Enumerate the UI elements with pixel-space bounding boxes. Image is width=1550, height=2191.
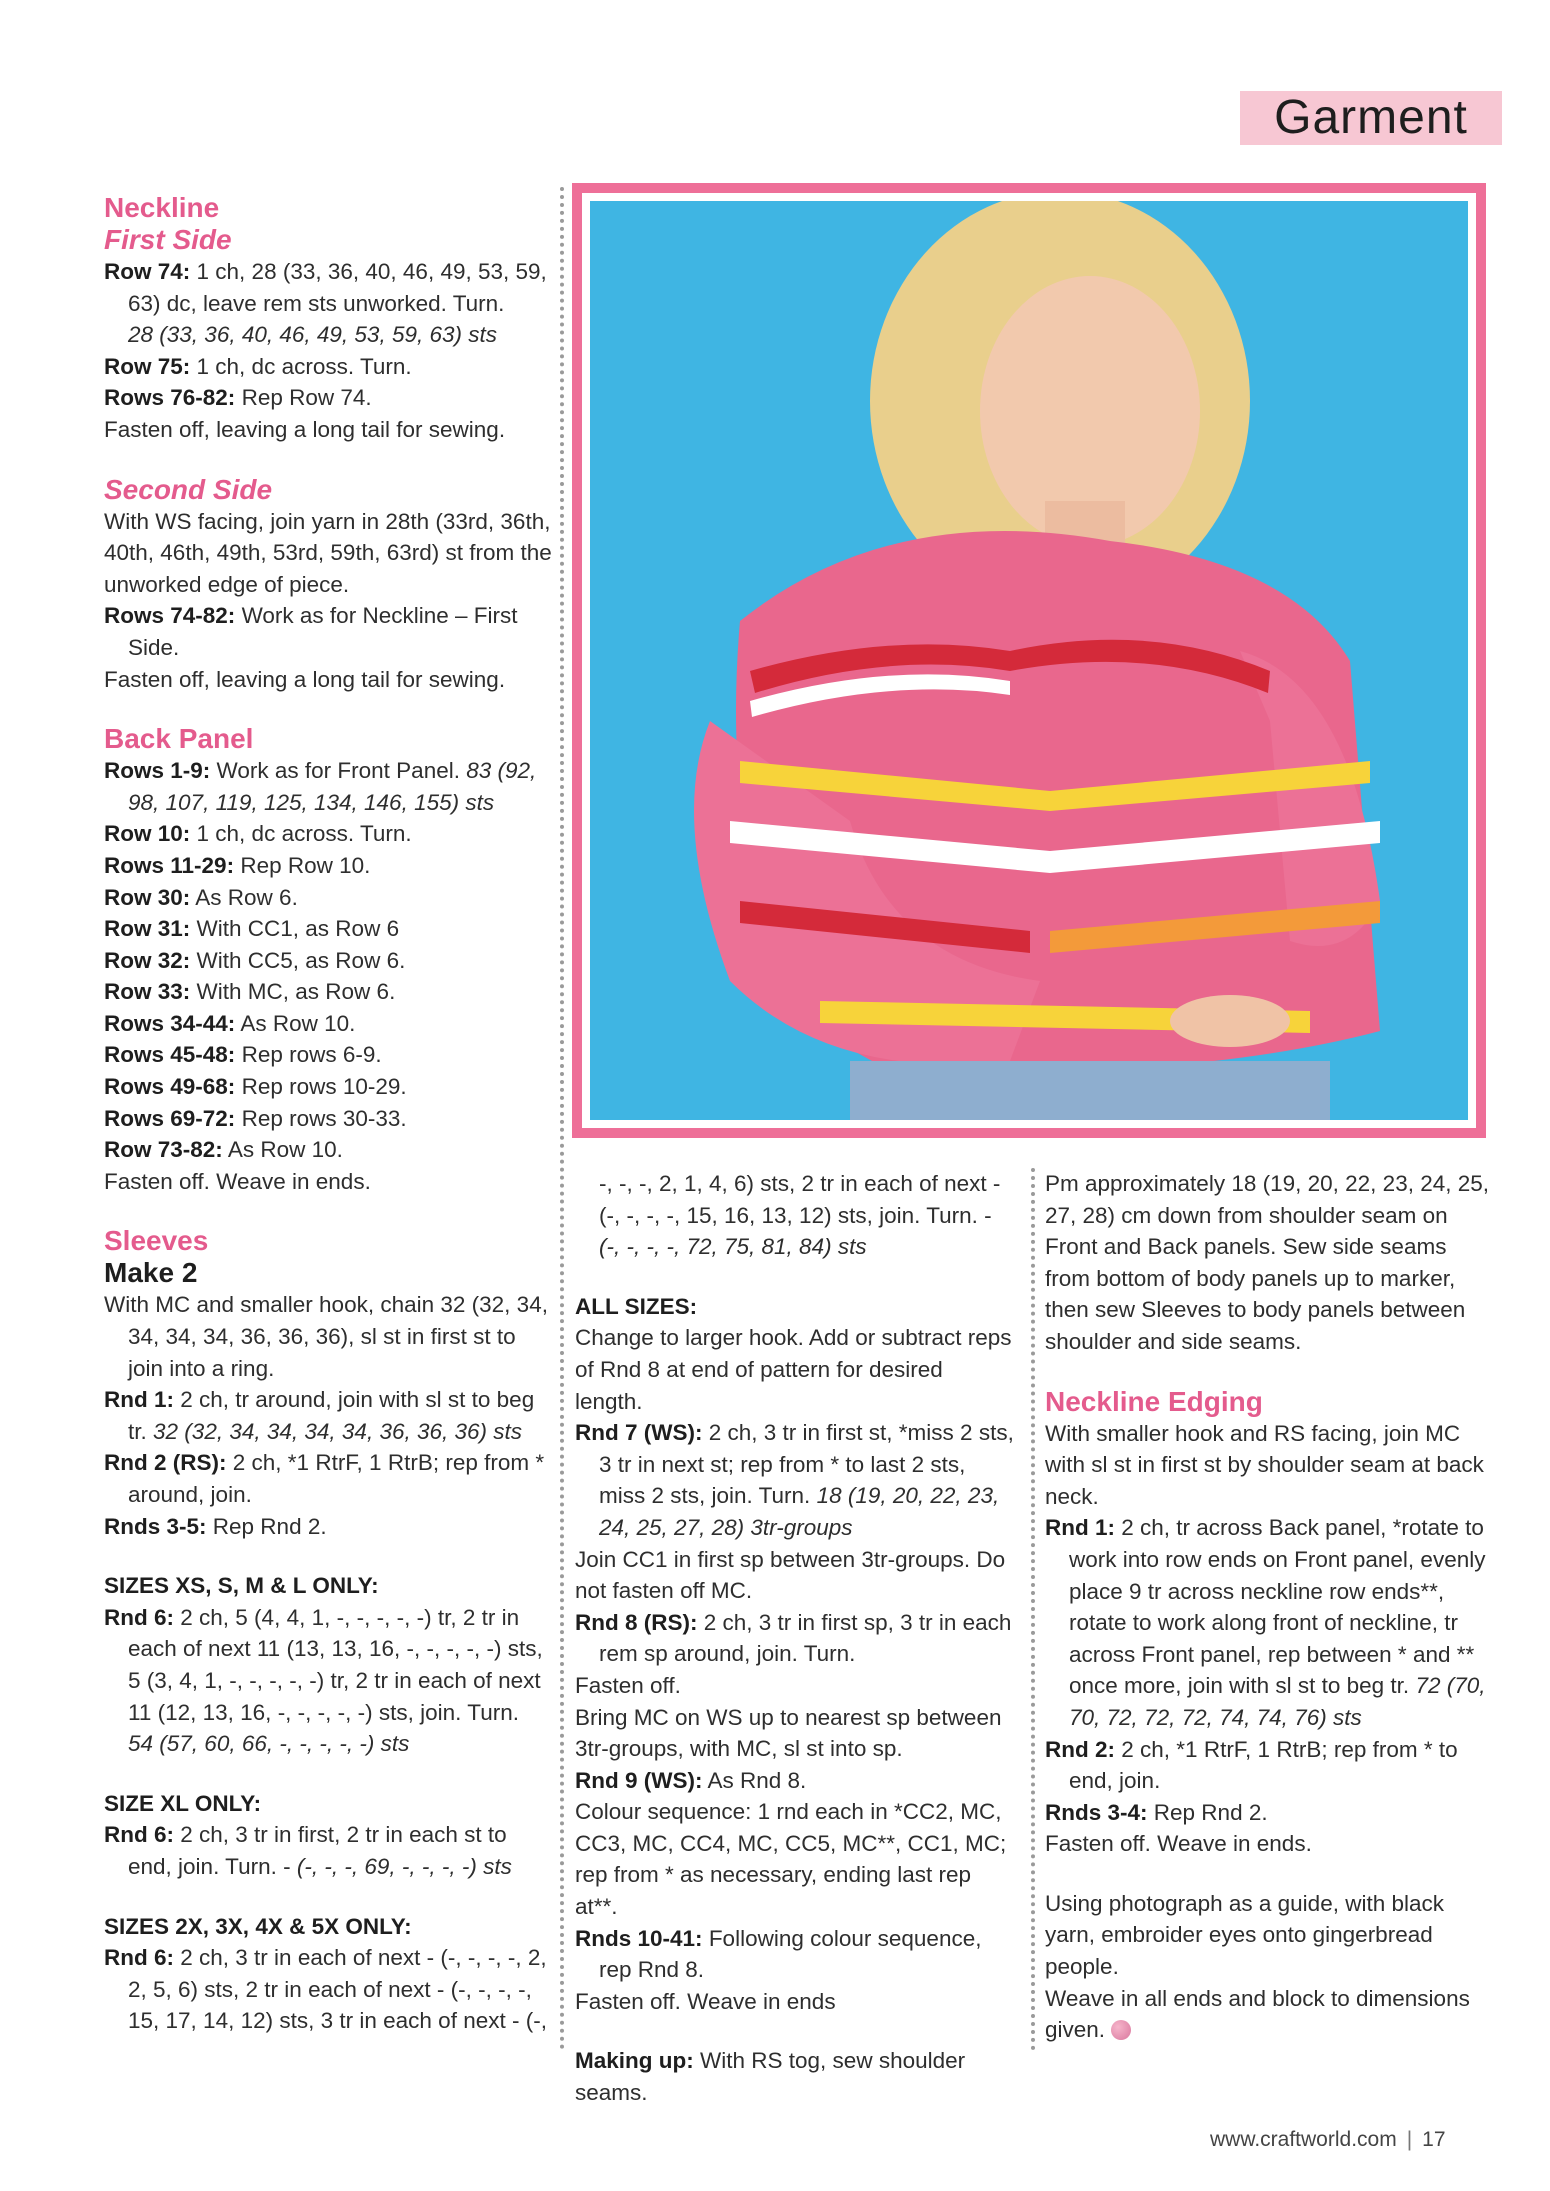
instruction-row-75	[104, 351, 554, 383]
row-label: Rnd 2 (RS):	[104, 1450, 227, 1476]
row-text: As Row 10.	[240, 1010, 356, 1036]
placement-text: Pm approximately 18 (19, 20, 22, 23, 24, 25, 27, 28) cm down from shoulder seam on Front and Back panels. Sew side seams from bottom of body panels up to marker, then sew Sleeves to body panels between shoulder and side seams.	[1045, 1171, 1490, 1354]
finishing-note	[1045, 1983, 1495, 2046]
instruction-edging-rnd-2	[1045, 1734, 1495, 1797]
sizes-heading-2x-5x: SIZES 2X, 3X, 4X & 5X ONLY:	[104, 1913, 412, 1939]
row-text: 2 ch, 5 (4, 4, 1, -, -, -, -, -) tr, 2 tr in each of next 11 (13, 13, 16, -, -, -, -, -) sts, 5 (3, 4, 1, -, -, -, -, -) tr, 2 tr in each of next 11 (12, 13, 16, -, -, -, -, -) sts, join. Turn.	[128, 1604, 543, 1725]
instruction-row-74	[104, 256, 554, 351]
sizes-heading-xl: SIZE XL ONLY:	[104, 1790, 262, 1816]
footer-separator: |	[1406, 2128, 1413, 2151]
row-label: Rnd 1:	[1045, 1515, 1115, 1541]
row-text: Rep rows 10-29.	[241, 1074, 407, 1100]
instruction-bp-rows-49-68	[104, 1071, 554, 1103]
row-text: As Row 10.	[227, 1137, 343, 1163]
instruction-bp-rows-69-72	[104, 1103, 554, 1135]
stitch-count: 83 (92, 98, 107, 119, 125, 134, 146, 155) sts	[128, 758, 537, 815]
subheading-first-side: First Side	[104, 224, 232, 255]
column-3	[1045, 1168, 1495, 2046]
making-up	[575, 2045, 1015, 2108]
column-1	[104, 192, 554, 2037]
row-text: Rep Rnd 2.	[212, 1513, 327, 1539]
heading-neckline-edging: Neckline Edging	[1045, 1385, 1263, 1417]
subheading-second-side: Second Side	[104, 473, 273, 505]
row-text: 2 ch, 3 tr in first st, *miss 2 sts, 3 tr in next st; rep from * to last 2 sts, miss 2 sts, join. Turn.	[599, 1420, 1014, 1509]
row-text: 2 ch, 3 tr in first, 2 tr in each st to end, join. Turn. -	[128, 1822, 507, 1879]
row-text: Following colour sequence, rep Rnd 8.	[599, 1925, 982, 1983]
sizes-heading-xs-l: SIZES XS, S, M & L ONLY:	[104, 1573, 379, 1599]
row-text: 2 ch, tr around, join with sl st to beg tr.	[128, 1387, 535, 1444]
instruction-edging-rnds-3-4	[1045, 1797, 1495, 1829]
instruction-rnds-3-5	[104, 1511, 554, 1543]
photo-frame	[572, 183, 1486, 1138]
row-text: 1 ch, dc across. Turn.	[196, 353, 412, 379]
instruction-bp-rows-45-48	[104, 1039, 554, 1071]
footer-url[interactable]: www.craftworld.com	[1210, 2128, 1397, 2151]
row-label: Rows 74-82:	[104, 603, 236, 629]
row-text: As Rnd 8.	[707, 1767, 807, 1793]
instruction-bp-rows-73-82	[104, 1134, 554, 1166]
row-text: 1 ch, dc across. Turn.	[196, 821, 412, 847]
instruction-bp-row-30	[104, 882, 554, 914]
row-label: Rnd 1:	[104, 1387, 174, 1413]
instruction-bp-row-31	[104, 913, 554, 945]
subheading-make-2: Make 2	[104, 1257, 198, 1289]
instruction-bp-rows-1-9	[104, 755, 554, 818]
stitch-count: (-, -, -, -, 72, 75, 81, 84) sts	[599, 1234, 867, 1260]
row-label: Rnd 2:	[1045, 1736, 1115, 1762]
column-divider-2	[1031, 1168, 1035, 2051]
row-label: Row 32:	[104, 947, 191, 973]
section-tag: Garment	[1240, 91, 1502, 145]
stitch-count: 32 (32, 34, 34, 34, 34, 36, 36, 36) sts	[153, 1418, 523, 1444]
instruction-rnd-2	[104, 1447, 554, 1510]
instruction-rows-76-82	[104, 382, 554, 414]
instruction-bp-row-32	[104, 945, 554, 977]
column-2	[575, 1168, 1015, 2109]
row-label: Rnd 8 (RS):	[575, 1609, 698, 1635]
fasten-off-note: Fasten off. Weave in ends.	[104, 1168, 371, 1194]
row-label: Row 10:	[104, 821, 191, 847]
row-text: 1 ch, 28 (33, 36, 40, 46, 49, 53, 59, 63) dc, leave rem sts unworked. Turn.	[128, 259, 547, 316]
row-label: Rnd 6:	[104, 1604, 174, 1630]
row-label: Rnds 3-5:	[104, 1513, 207, 1539]
row-text: Work as for Front Panel.	[216, 758, 460, 784]
row-text: Rep Rnd 2.	[1153, 1799, 1268, 1825]
row-text: 2 ch, 3 tr in each of next - (-, -, -, -, 2, 2, 5, 6) sts, 2 tr in each of next - (-, -, -, -, 15, 17, 14, 12) sts, 3 tr in each of next - (-,	[128, 1945, 547, 2034]
fasten-off-note: Fasten off. Weave in ends.	[1045, 1831, 1312, 1857]
column-divider-1	[560, 187, 564, 2051]
row-text: Rep Row 74.	[241, 385, 372, 411]
row-label: Row 74:	[104, 259, 191, 284]
row-text: Rep rows 6-9.	[241, 1042, 382, 1068]
row-text: Rep rows 30-33.	[241, 1105, 407, 1131]
instruction-rnd-9	[575, 1765, 1015, 1797]
row-label: Row 73-82:	[104, 1137, 223, 1163]
row-label: Rows 76-82:	[104, 385, 236, 411]
row-text: As Row 6.	[195, 884, 298, 910]
instruction-bp-row-33	[104, 976, 554, 1008]
bring-mc-note: Bring MC on WS up to nearest sp between 3tr-groups, with MC, sl st into sp.	[575, 1704, 1002, 1762]
row-label: Row 31:	[104, 916, 191, 942]
continued-text	[575, 1168, 1015, 1263]
row-label: Rows 11-29:	[104, 852, 235, 878]
row-label: Rnds 10-41:	[575, 1925, 703, 1951]
instruction-rnd-6-2x-5x	[104, 1942, 554, 2037]
all-sizes-text: Change to larger hook. Add or subtract reps of Rnd 8 at end of pattern for desired length.	[575, 1325, 1012, 1414]
fasten-off-note: Fasten off.	[575, 1672, 681, 1698]
heading-neckline: Neckline	[104, 192, 220, 223]
row-label: Row 30:	[104, 884, 191, 910]
sleeves-intro: With MC and smaller hook, chain 32 (32, 34, 34, 34, 34, 36, 36, 36), sl st in first st to join into a ring.	[104, 1292, 548, 1381]
instruction-rnd-6-xs-l	[104, 1602, 554, 1760]
row-text: 2 ch, tr across Back panel, *rotate to work into row ends on Front panel, evenly place 9 tr across neckline row ends**, rotate to work along front of neckline, tr across Front panel, rep between * and ** once more, join with sl st to beg tr.	[1069, 1515, 1486, 1699]
instruction-rnd-8	[575, 1607, 1015, 1670]
yarn-ball-icon	[1111, 2020, 1131, 2040]
stitch-count: 28 (33, 36, 40, 46, 49, 53, 59, 63) sts	[128, 322, 497, 348]
row-label: Rows 34-44:	[104, 1010, 236, 1036]
row-text: With RS tog, sew shoulder seams.	[575, 2048, 966, 2106]
instruction-rnd-1	[104, 1384, 554, 1447]
instruction-rnds-10-41	[575, 1923, 1015, 1986]
row-label: Rows 69-72:	[104, 1105, 236, 1131]
row-label: Making up:	[575, 2048, 694, 2074]
stitch-count: 18 (19, 20, 22, 23, 24, 25, 27, 28) 3tr-groups	[599, 1483, 1000, 1540]
all-sizes-heading: ALL SIZES:	[575, 1293, 698, 1319]
row-text: With CC5, as Row 6.	[196, 947, 406, 973]
page-footer	[1210, 2128, 1446, 2152]
colour-sequence: Colour sequence: 1 rnd each in *CC2, MC, CC3, MC, CC4, MC, CC5, MC**, CC1, MC; rep from * as necessary, ending last rep at**.	[575, 1799, 1007, 1920]
row-label: Rows 45-48:	[104, 1042, 236, 1068]
fasten-off-note: Fasten off, leaving a long tail for sewing.	[104, 666, 506, 692]
row-text: 2 ch, *1 RtrF, 1 RtrB; rep from * around, join.	[128, 1450, 545, 1507]
embroider-note: Using photograph as a guide, with black yarn, embroider eyes onto gingerbread people.	[1045, 1890, 1445, 1980]
sweater-illustration	[590, 201, 1468, 1120]
row-label: Rnd 9 (WS):	[575, 1767, 703, 1793]
instruction-bp-rows-34-44	[104, 1008, 554, 1040]
row-label: Rnd 6:	[104, 1945, 174, 1971]
stitch-count: 72 (70, 70, 72, 72, 72, 74, 74, 76) sts	[1069, 1673, 1486, 1730]
heading-back-panel: Back Panel	[104, 723, 254, 755]
instruction-bp-row-10	[104, 818, 554, 850]
row-text: 2 ch, *1 RtrF, 1 RtrB; rep from * to end, join.	[1069, 1736, 1458, 1794]
row-text: With CC1, as Row 6	[196, 916, 400, 942]
stitch-count: (-, -, -, 69, -, -, -, -) sts	[296, 1853, 512, 1879]
page-number: 17	[1422, 2128, 1446, 2151]
row-text: Work as for Neckline – First Side.	[128, 603, 518, 660]
row-label: Rows 1-9:	[104, 758, 211, 784]
instruction-edging-rnd-1	[1045, 1512, 1495, 1733]
model-photo	[590, 201, 1468, 1120]
row-label: Rows 49-68:	[104, 1074, 236, 1100]
heading-sleeves: Sleeves	[104, 1225, 209, 1257]
row-label: Rnd 6:	[104, 1822, 174, 1848]
row-text: Rep Row 10.	[240, 852, 371, 878]
instruction-rnd-7	[575, 1417, 1015, 1543]
second-side-text: With WS facing, join yarn in 28th (33rd, 36th, 40th, 46th, 49th, 53rd, 59th, 63rd) st from the unworked edge of piece.	[104, 508, 552, 597]
row-label: Rnds 3-4:	[1045, 1799, 1148, 1825]
fasten-off-note: Fasten off, leaving a long tail for sewing.	[104, 416, 506, 442]
instruction-rows-74-82	[104, 600, 554, 663]
join-note: Join CC1 in first sp between 3tr-groups. Do not fasten off MC.	[575, 1546, 1006, 1604]
edging-intro: With smaller hook and RS facing, join MC with sl st in first st by shoulder seam at back neck.	[1045, 1420, 1484, 1509]
row-text: Weave in all ends and block to dimensions given.	[1045, 1985, 1470, 2043]
row-label: Row 75:	[104, 353, 191, 379]
row-text: With MC, as Row 6.	[196, 979, 396, 1005]
stitch-count: 54 (57, 60, 66, -, -, -, -, -) sts	[128, 1731, 410, 1757]
instruction-bp-rows-11-29	[104, 850, 554, 882]
row-text: 2 ch, 3 tr in first sp, 3 tr in each rem sp around, join. Turn.	[599, 1609, 1012, 1667]
fasten-off-note: Fasten off. Weave in ends	[575, 1988, 836, 2014]
row-label: Rnd 7 (WS):	[575, 1420, 703, 1446]
row-label: Row 33:	[104, 979, 191, 1005]
instruction-rnd-6-xl	[104, 1819, 554, 1882]
row-text: -, -, -, 2, 1, 4, 6) sts, 2 tr in each of next - (-, -, -, -, 15, 16, 13, 12) sts, join. Turn. -	[599, 1171, 1001, 1228]
